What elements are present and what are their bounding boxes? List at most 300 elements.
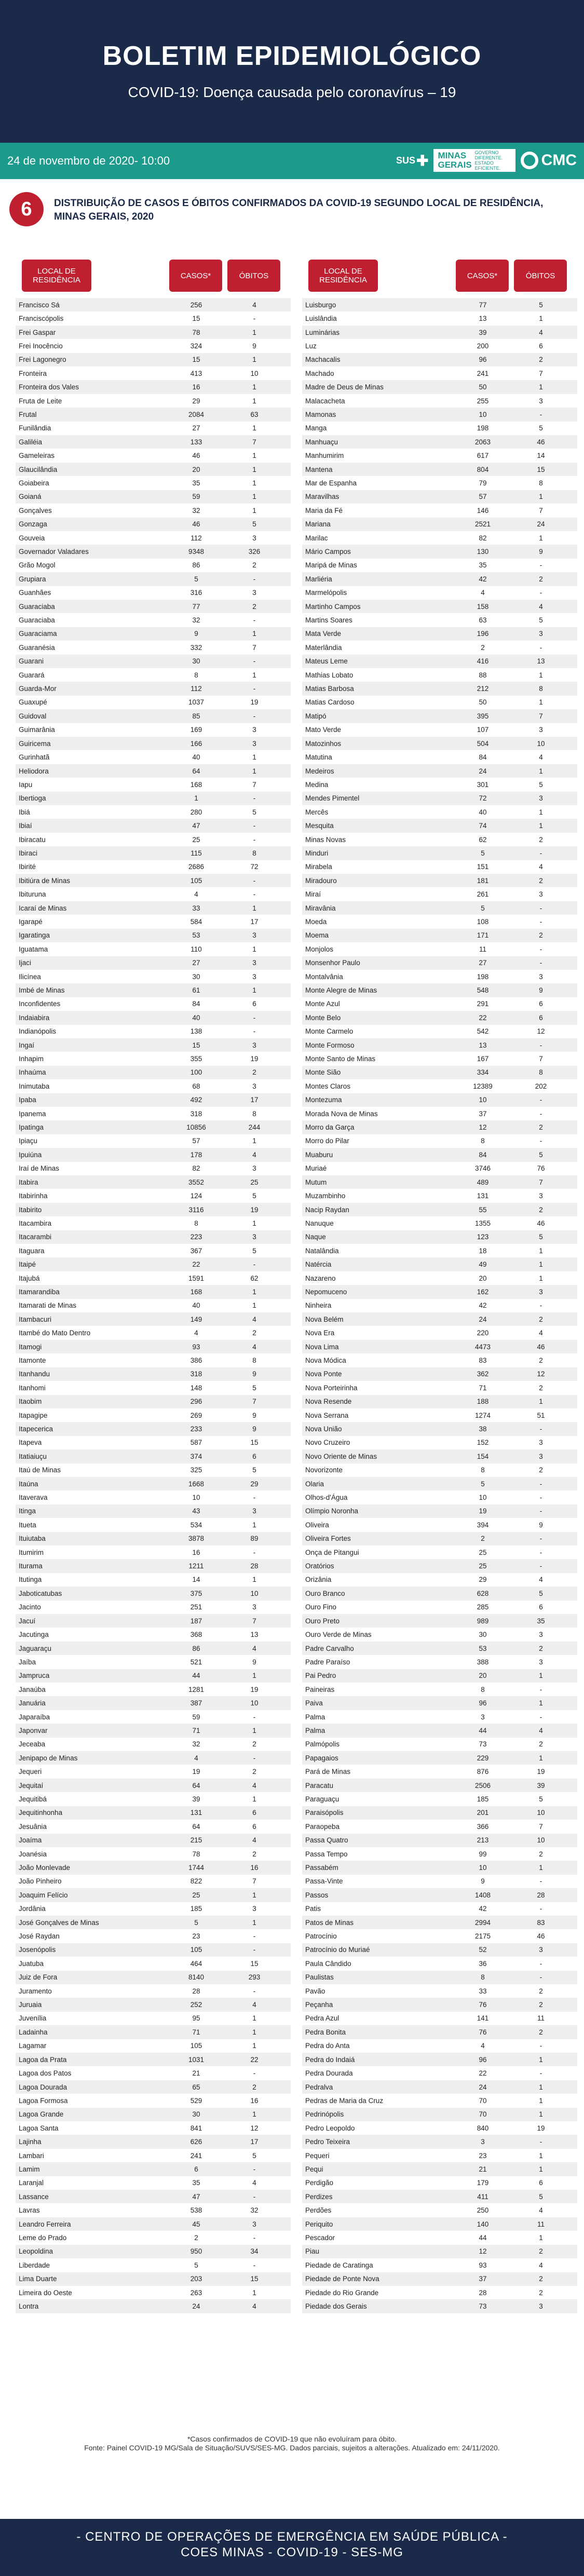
table-row <box>16 1875 291 1888</box>
municipality-name: Gouveia <box>19 534 45 542</box>
cases-value: 27 <box>192 959 200 967</box>
cases-value: 25 <box>479 1562 487 1570</box>
deaths-value: 2 <box>539 1466 543 1474</box>
municipality-name: Moema <box>305 931 329 940</box>
municipality-name: Montes Claros <box>305 1082 351 1090</box>
deaths-value: 2 <box>539 1740 543 1748</box>
municipality-name: Minduri <box>305 849 329 857</box>
table-row <box>16 1916 291 1929</box>
cases-value: 291 <box>477 1000 489 1008</box>
deaths-value: 3 <box>252 931 256 940</box>
table-row <box>16 2286 291 2299</box>
municipality-name: Ingaí <box>19 1041 35 1049</box>
table-row <box>16 1422 291 1435</box>
municipality-name: Mutum <box>305 1178 327 1186</box>
deaths-value: 7 <box>539 369 543 377</box>
municipality-name: Patis <box>305 1905 321 1913</box>
cases-value: 198 <box>477 972 489 981</box>
deaths-value: 1 <box>252 1726 256 1734</box>
table-row <box>16 1792 291 1806</box>
deaths-value: 12 <box>250 2124 259 2132</box>
table-row <box>16 778 291 791</box>
table-row <box>302 1504 577 1518</box>
table-row <box>302 463 577 476</box>
municipality-name: Itanhandu <box>19 1370 50 1378</box>
cases-value: 100 <box>190 1068 202 1077</box>
table-row <box>16 586 291 600</box>
cases-value: 4 <box>481 589 485 597</box>
cases-value: 13 <box>479 315 487 323</box>
municipality-name: Glaucilândia <box>19 465 58 473</box>
cases-value: 1211 <box>188 1562 204 1570</box>
municipality-name: Lagoa Santa <box>19 2124 59 2132</box>
deaths-value: 1 <box>252 630 256 638</box>
table-row <box>302 833 577 846</box>
cases-value: 82 <box>479 534 487 542</box>
table-row <box>16 449 291 462</box>
municipality-name: Paineiras <box>305 1685 335 1693</box>
deaths-value: 326 <box>248 548 261 556</box>
cases-value: 395 <box>477 712 489 720</box>
cases-value: 33 <box>479 1987 487 1995</box>
table-row <box>302 2286 577 2299</box>
municipality-name: Ouro Verde de Minas <box>305 1631 372 1639</box>
cases-value: 3 <box>481 1713 485 1721</box>
municipality-name: Pai Pedro <box>305 1672 336 1680</box>
deaths-value: 6 <box>252 1452 256 1460</box>
deaths-value: - <box>539 1301 542 1310</box>
deaths-value: 15 <box>250 2275 259 2283</box>
deaths-value: 9 <box>252 342 256 350</box>
municipality-name: Joaíma <box>19 1836 42 1845</box>
right-table <box>302 260 577 2313</box>
cases-value: 39 <box>479 328 487 336</box>
cases-value: 2506 <box>474 1781 491 1789</box>
cases-value: 40 <box>192 1301 200 1310</box>
table-row <box>302 1532 577 1545</box>
deaths-value: 3 <box>252 1905 256 1913</box>
deaths-value: - <box>539 1096 542 1104</box>
municipality-name: Lontra <box>19 2302 39 2311</box>
deaths-value: 9 <box>539 986 543 995</box>
cases-value: 3552 <box>188 1178 205 1186</box>
deaths-value: 1 <box>252 671 256 679</box>
deaths-value: 8 <box>252 1109 256 1118</box>
municipality-name: Ibitiúra de Minas <box>19 876 71 885</box>
table-row <box>16 1477 291 1490</box>
municipality-name: Imbé de Minas <box>19 986 65 995</box>
deaths-value: 15 <box>537 465 545 473</box>
municipality-name: Itamonte <box>19 1356 46 1364</box>
table-row <box>16 792 291 805</box>
section-title-area <box>0 179 584 249</box>
cases-value: 140 <box>477 2220 489 2228</box>
cases-value: 86 <box>192 1644 200 1652</box>
cases-value: 32 <box>192 506 200 514</box>
deaths-value: 4 <box>252 1644 256 1652</box>
cases-value: 178 <box>190 1150 202 1159</box>
cases-value: 77 <box>192 602 200 611</box>
cases-value: 27 <box>192 424 200 432</box>
deaths-value: - <box>253 315 256 323</box>
cases-value: 4473 <box>474 1343 491 1351</box>
deaths-value: - <box>253 657 256 666</box>
cases-value: 10 <box>192 1494 200 1502</box>
table-row <box>302 586 577 600</box>
cases-value: 85 <box>192 712 200 720</box>
cases-value: 9 <box>194 630 198 638</box>
table-row <box>16 696 291 709</box>
table-row <box>302 1916 577 1929</box>
municipality-name: Guimarânia <box>19 726 55 734</box>
deaths-value: 3 <box>539 890 543 899</box>
table-row <box>16 1834 291 1847</box>
table-row <box>16 1203 291 1216</box>
table-row <box>16 1408 291 1422</box>
cases-value: 65 <box>192 2083 200 2091</box>
cases-value: 53 <box>192 931 200 940</box>
cases-value: 334 <box>477 1068 489 1077</box>
table-row <box>302 1696 577 1710</box>
cases-value: 285 <box>477 1603 489 1611</box>
table-row <box>302 326 577 339</box>
deaths-value: 63 <box>250 410 259 418</box>
municipality-name: Monte Alegre de Minas <box>305 986 377 995</box>
deaths-value: 8 <box>539 685 543 693</box>
deaths-value: - <box>253 835 256 844</box>
cases-value: 332 <box>190 643 202 652</box>
deaths-value: 4 <box>252 1781 256 1789</box>
cases-value: 374 <box>190 1452 202 1460</box>
table-row <box>302 1628 577 1641</box>
table-row <box>302 367 577 380</box>
deaths-value: 244 <box>248 1123 261 1132</box>
municipality-name: Gonzaga <box>19 520 47 528</box>
cases-value: 876 <box>477 1768 489 1776</box>
cases-value: 141 <box>477 2014 489 2023</box>
municipality-name: Ibituruna <box>19 890 46 899</box>
municipality-name: José Gonçalves de Minas <box>19 1918 99 1927</box>
municipality-name: Miradouro <box>305 876 337 885</box>
cases-value: 2175 <box>474 1932 491 1941</box>
municipality-name: Joaquim Felício <box>19 1891 68 1899</box>
deaths-value: 3 <box>252 959 256 967</box>
cases-value: 263 <box>190 2288 202 2297</box>
municipality-name: Itumirim <box>19 1548 44 1556</box>
cases-value: 215 <box>190 1836 202 1845</box>
cases-value: 55 <box>479 1205 487 1214</box>
table-row <box>302 901 577 915</box>
table-row <box>302 2066 577 2080</box>
municipality-name: Ibiracatu <box>19 835 46 844</box>
cases-value: 492 <box>190 1096 202 1104</box>
cases-value: 32 <box>192 616 200 625</box>
municipality-name: Muriaé <box>305 1164 327 1173</box>
municipality-name: Naque <box>305 1233 326 1241</box>
deaths-value: - <box>253 1548 256 1556</box>
table-row <box>16 2094 291 2107</box>
municipality-name: Leandro Ferreira <box>19 2220 71 2228</box>
municipality-name: Mato Verde <box>305 726 342 734</box>
deaths-value: 10 <box>537 739 545 748</box>
deaths-value: 1 <box>539 2151 543 2160</box>
municipality-name: Icaraí de Minas <box>19 904 67 912</box>
deaths-value: 2 <box>252 2083 256 2091</box>
cases-value: 1281 <box>188 1685 205 1693</box>
table-row <box>302 1710 577 1724</box>
table-row <box>302 1134 577 1148</box>
municipality-name: Morro da Garça <box>305 1123 355 1132</box>
table-row <box>302 1984 577 1998</box>
cases-value: 464 <box>190 1959 202 1968</box>
deaths-value: 1 <box>539 315 543 323</box>
table-row <box>16 737 291 750</box>
deaths-value: 4 <box>252 301 256 309</box>
cases-value: 70 <box>479 2096 487 2105</box>
deaths-value: 10 <box>250 369 259 377</box>
municipality-name: Limeira do Oeste <box>19 2288 72 2297</box>
cases-value: 154 <box>477 1452 489 1460</box>
deaths-value: 4 <box>252 1343 256 1351</box>
table-row <box>16 1738 291 1751</box>
cases-value: 1408 <box>474 1891 491 1899</box>
municipality-name: Jacuí <box>19 1617 36 1625</box>
municipality-name: Mar de Espanha <box>305 479 357 487</box>
table-row <box>16 2245 291 2258</box>
municipality-name: Guidoval <box>19 712 47 720</box>
table-row <box>16 1710 291 1724</box>
cases-value: 229 <box>477 1754 489 1762</box>
table-row <box>302 1326 577 1339</box>
table-row <box>16 1545 291 1559</box>
municipality-name: Itamarandiba <box>19 1287 60 1296</box>
municipality-name: Minas Novas <box>305 835 346 844</box>
cases-value: 95 <box>192 2014 200 2023</box>
deaths-value: 2 <box>252 602 256 611</box>
municipality-name: Mendes Pimentel <box>305 794 360 803</box>
cases-value: 44 <box>479 1726 487 1734</box>
municipality-name: Goianá <box>19 493 42 501</box>
cases-value: 4 <box>194 1754 198 1762</box>
deaths-value: 6 <box>539 1603 543 1611</box>
municipality-name: Japonvar <box>19 1726 48 1734</box>
table-row <box>302 2149 577 2162</box>
left-table <box>16 260 291 2313</box>
table-row <box>302 1175 577 1189</box>
deaths-value: 3 <box>539 1192 543 1200</box>
cases-value: 316 <box>190 589 202 597</box>
deaths-value: 4 <box>539 328 543 336</box>
municipality-name: Guanhães <box>19 589 51 597</box>
municipality-name: Josenópolis <box>19 1946 56 1954</box>
table-row <box>302 764 577 778</box>
cases-value: 64 <box>192 767 200 775</box>
deaths-value: 1 <box>252 2042 256 2050</box>
table-row <box>16 339 291 352</box>
cases-value: 71 <box>192 1726 200 1734</box>
deaths-value: 1 <box>539 698 543 707</box>
deaths-value: - <box>539 904 542 912</box>
municipality-name: Patrocínio <box>305 1932 337 1941</box>
municipality-name: Palma <box>305 1726 325 1734</box>
deaths-value: - <box>253 1494 256 1502</box>
cases-value: 213 <box>477 1836 489 1845</box>
deaths-value: 293 <box>248 1973 261 1982</box>
municipality-name: Itaipé <box>19 1260 36 1269</box>
table-row <box>302 311 577 325</box>
cases-value: 16 <box>192 383 200 391</box>
deaths-value: 10 <box>537 1809 545 1817</box>
municipality-name: Passa Tempo <box>305 1850 348 1858</box>
deaths-value: - <box>539 1041 542 1049</box>
deaths-value: - <box>253 1932 256 1941</box>
municipality-name: Itacambira <box>19 1219 52 1227</box>
table-row <box>16 613 291 627</box>
municipality-name: Natércia <box>305 1260 332 1269</box>
table-row <box>302 1765 577 1778</box>
deaths-value: 5 <box>539 780 543 789</box>
deaths-value: 32 <box>250 2206 259 2215</box>
municipality-name: Mata Verde <box>305 630 342 638</box>
table-row <box>302 613 577 627</box>
deaths-value: 1 <box>252 2288 256 2297</box>
deaths-value: 24 <box>537 520 545 528</box>
cases-value: 411 <box>477 2192 488 2201</box>
municipality-name: Igarapé <box>19 917 43 926</box>
cases-value: 158 <box>477 602 489 611</box>
cases-value: 250 <box>477 2206 489 2215</box>
municipality-name: Itapagipe <box>19 1411 48 1419</box>
deaths-value: - <box>253 2165 256 2173</box>
municipality-name: Paracatu <box>305 1781 334 1789</box>
deaths-value: 1 <box>252 1301 256 1310</box>
cmc-logo: CMC <box>521 148 577 173</box>
table-row <box>16 1079 291 1093</box>
cases-value: 9 <box>481 1877 485 1886</box>
table-row <box>302 1395 577 1408</box>
table-row <box>302 1381 577 1394</box>
table-row <box>16 970 291 983</box>
table-row <box>16 1806 291 1820</box>
deaths-value: 7 <box>539 712 543 720</box>
municipality-name: Novo Oriente de Minas <box>305 1452 377 1460</box>
municipality-name: Matias Barbosa <box>305 685 354 693</box>
deaths-value: 7 <box>252 780 256 789</box>
deaths-value: 3 <box>539 1658 543 1666</box>
table-row <box>302 874 577 887</box>
cases-value: 138 <box>190 1027 202 1036</box>
cases-value: 489 <box>477 1178 489 1186</box>
cases-value: 42 <box>479 1905 487 1913</box>
cases-value: 318 <box>190 1370 202 1378</box>
deaths-value: - <box>253 616 256 625</box>
table-row <box>16 518 291 531</box>
municipality-name: Maripá de Minas <box>305 561 357 570</box>
municipality-name: Piedade do Rio Grande <box>305 2288 379 2297</box>
municipality-name: Nova Lima <box>305 1343 339 1351</box>
deaths-value: - <box>539 1877 542 1886</box>
table-row <box>16 942 291 956</box>
deaths-value: 3 <box>539 397 543 405</box>
section-title: DISTRIBUIÇÃO DE CASOS E ÓBITOS CONFIRMADOS DA COVID-19 SEGUNDO LOCAL DE RESIDÊNCIA, MINAS GERAIS, 2020 <box>54 198 544 222</box>
municipality-name: Montalvânia <box>305 972 343 981</box>
table-row <box>302 1642 577 1655</box>
deaths-value: 83 <box>537 1918 545 1927</box>
municipality-name: Fronteira <box>19 369 47 377</box>
municipality-name: Paraisópolis <box>305 1809 344 1817</box>
municipality-name: Nova Resende <box>305 1398 352 1406</box>
table-row <box>302 2108 577 2121</box>
municipality-name: Periquito <box>305 2220 333 2228</box>
municipality-name: Mariana <box>305 520 331 528</box>
cases-value: 105 <box>190 2042 202 2050</box>
table-row <box>16 750 291 764</box>
table-row <box>302 1751 577 1765</box>
municipality-name: Pequi <box>305 2165 323 2173</box>
deaths-value: - <box>253 876 256 885</box>
municipality-name: Janaúba <box>19 1685 46 1693</box>
municipality-name: Pedra do Indaiá <box>305 2055 355 2064</box>
deaths-value: 13 <box>250 1631 259 1639</box>
deaths-value: - <box>253 1946 256 1954</box>
municipality-name: Ituiutaba <box>19 1535 46 1543</box>
municipality-name: Luminárias <box>305 328 340 336</box>
deaths-value: 2 <box>539 2275 543 2283</box>
cases-value: 29 <box>192 397 200 405</box>
cases-value: 149 <box>190 1315 202 1323</box>
cases-value: 1037 <box>188 698 205 707</box>
table-row <box>302 983 577 997</box>
municipality-name: Mantena <box>305 465 333 473</box>
table-row <box>16 380 291 394</box>
deaths-value: 89 <box>250 1535 259 1543</box>
cases-value: 542 <box>477 1027 489 1036</box>
table-row <box>16 2066 291 2080</box>
municipality-name: Miraí <box>305 890 321 899</box>
deaths-value: 13 <box>537 657 545 666</box>
cases-value: 96 <box>479 2055 487 2064</box>
table-row <box>302 476 577 490</box>
municipality-name: Nova União <box>305 1425 342 1433</box>
header-casos: CASOS* <box>456 260 509 292</box>
cases-value: 108 <box>477 917 489 926</box>
deaths-value: 3 <box>539 1287 543 1296</box>
deaths-value: 7 <box>539 1822 543 1831</box>
cases-value: 23 <box>479 2151 487 2160</box>
table-row <box>302 1738 577 1751</box>
table-row <box>16 1395 291 1408</box>
deaths-value: 2 <box>539 1644 543 1652</box>
cases-value: 188 <box>477 1398 489 1406</box>
cases-value: 388 <box>477 1658 489 1666</box>
table-row <box>302 1299 577 1312</box>
cases-value: 375 <box>190 1589 202 1597</box>
cases-value: 325 <box>190 1466 202 1474</box>
cases-value: 10 <box>479 1096 487 1104</box>
table-row <box>302 2025 577 2039</box>
table-row <box>302 2012 577 2025</box>
table-row <box>302 1367 577 1381</box>
cases-value: 20 <box>192 465 200 473</box>
logos <box>396 148 577 173</box>
municipality-name: Pedro Teixeira <box>305 2138 350 2146</box>
cases-value: 79 <box>479 479 487 487</box>
cases-value: 8 <box>481 1685 485 1693</box>
table-row <box>302 1875 577 1888</box>
deaths-value: - <box>539 1535 542 1543</box>
cases-value: 105 <box>190 1946 202 1954</box>
deaths-value: 12 <box>537 1027 545 1036</box>
